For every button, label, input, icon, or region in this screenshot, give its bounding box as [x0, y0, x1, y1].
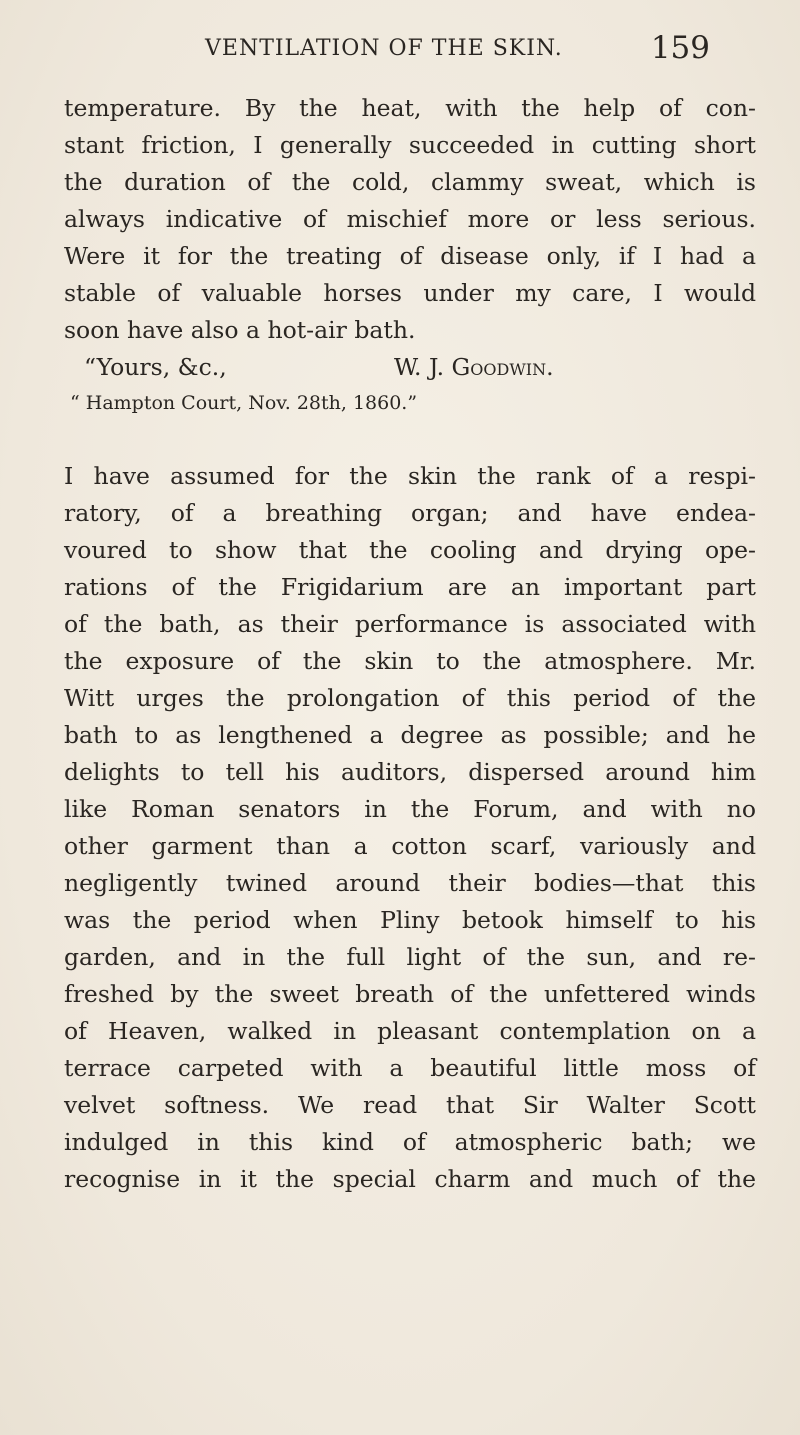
- text-line: recognise in it the special charm and much of the: [64, 1165, 756, 1193]
- text-block: [64, 90, 756, 1198]
- text-line: bath to as lengthened a degree as possible; and he: [64, 721, 756, 749]
- place-date: “ Hampton Court, Nov. 28th, 1860.”: [70, 392, 418, 414]
- text-line: Were it for the treating of disease only, if I had a: [64, 242, 756, 270]
- text-line: velvet softness. We read that Sir Walter Scott: [64, 1091, 756, 1119]
- signature: W. J. Goodwin.: [394, 353, 554, 381]
- text-line: terrace carpeted with a beautiful little moss of: [64, 1054, 756, 1082]
- text-line: Witt urges the prolongation of this period of the: [64, 684, 756, 712]
- text-line: was the period when Pliny betook himself to his: [64, 906, 756, 934]
- letter-signoff: [64, 349, 756, 386]
- page-number: 159: [650, 30, 710, 66]
- text-line: the exposure of the skin to the atmosphere. Mr.: [64, 647, 756, 675]
- text-line: freshed by the sweet breath of the unfettered winds: [64, 980, 756, 1008]
- text-line: negligently twined around their bodies—that this: [64, 869, 756, 897]
- text-line: like Roman senators in the Forum, and with no: [64, 795, 756, 823]
- text-line: of Heaven, walked in pleasant contemplation on a: [64, 1017, 756, 1045]
- text-line: ratory, of a breathing organ; and have endea-: [64, 499, 756, 527]
- text-line: temperature. By the heat, with the help of con-: [64, 94, 756, 122]
- text-line: other garment than a cotton scarf, variously and: [64, 832, 756, 860]
- text-line: soon have also a hot-air bath.: [64, 316, 416, 344]
- text-line: indulged in this kind of atmospheric bath; we: [64, 1128, 756, 1156]
- text-line: of the bath, as their performance is associated with: [64, 610, 756, 638]
- text-line: voured to show that the cooling and drying ope-: [64, 536, 756, 564]
- text-line: always indicative of mischief more or less serious.: [64, 205, 756, 233]
- text-line: rations of the Frigidarium are an important part: [64, 573, 756, 601]
- closing-salutation: “Yours, &c.,: [84, 353, 227, 381]
- text-line: stable of valuable horses under my care, I would: [64, 279, 756, 307]
- running-head: [205, 30, 710, 70]
- text-line: the duration of the cold, clammy sweat, which is: [64, 168, 756, 196]
- text-line: delights to tell his auditors, dispersed around him: [64, 758, 756, 786]
- paragraph-gap: [64, 420, 756, 458]
- running-title: VENTILATION OF THE SKIN.: [205, 36, 563, 61]
- text-line: stant friction, I generally succeeded in cutting short: [64, 131, 756, 159]
- text-line: I have assumed for the skin the rank of a respi-: [64, 462, 756, 490]
- text-line: garden, and in the full light of the sun, and re-: [64, 943, 756, 971]
